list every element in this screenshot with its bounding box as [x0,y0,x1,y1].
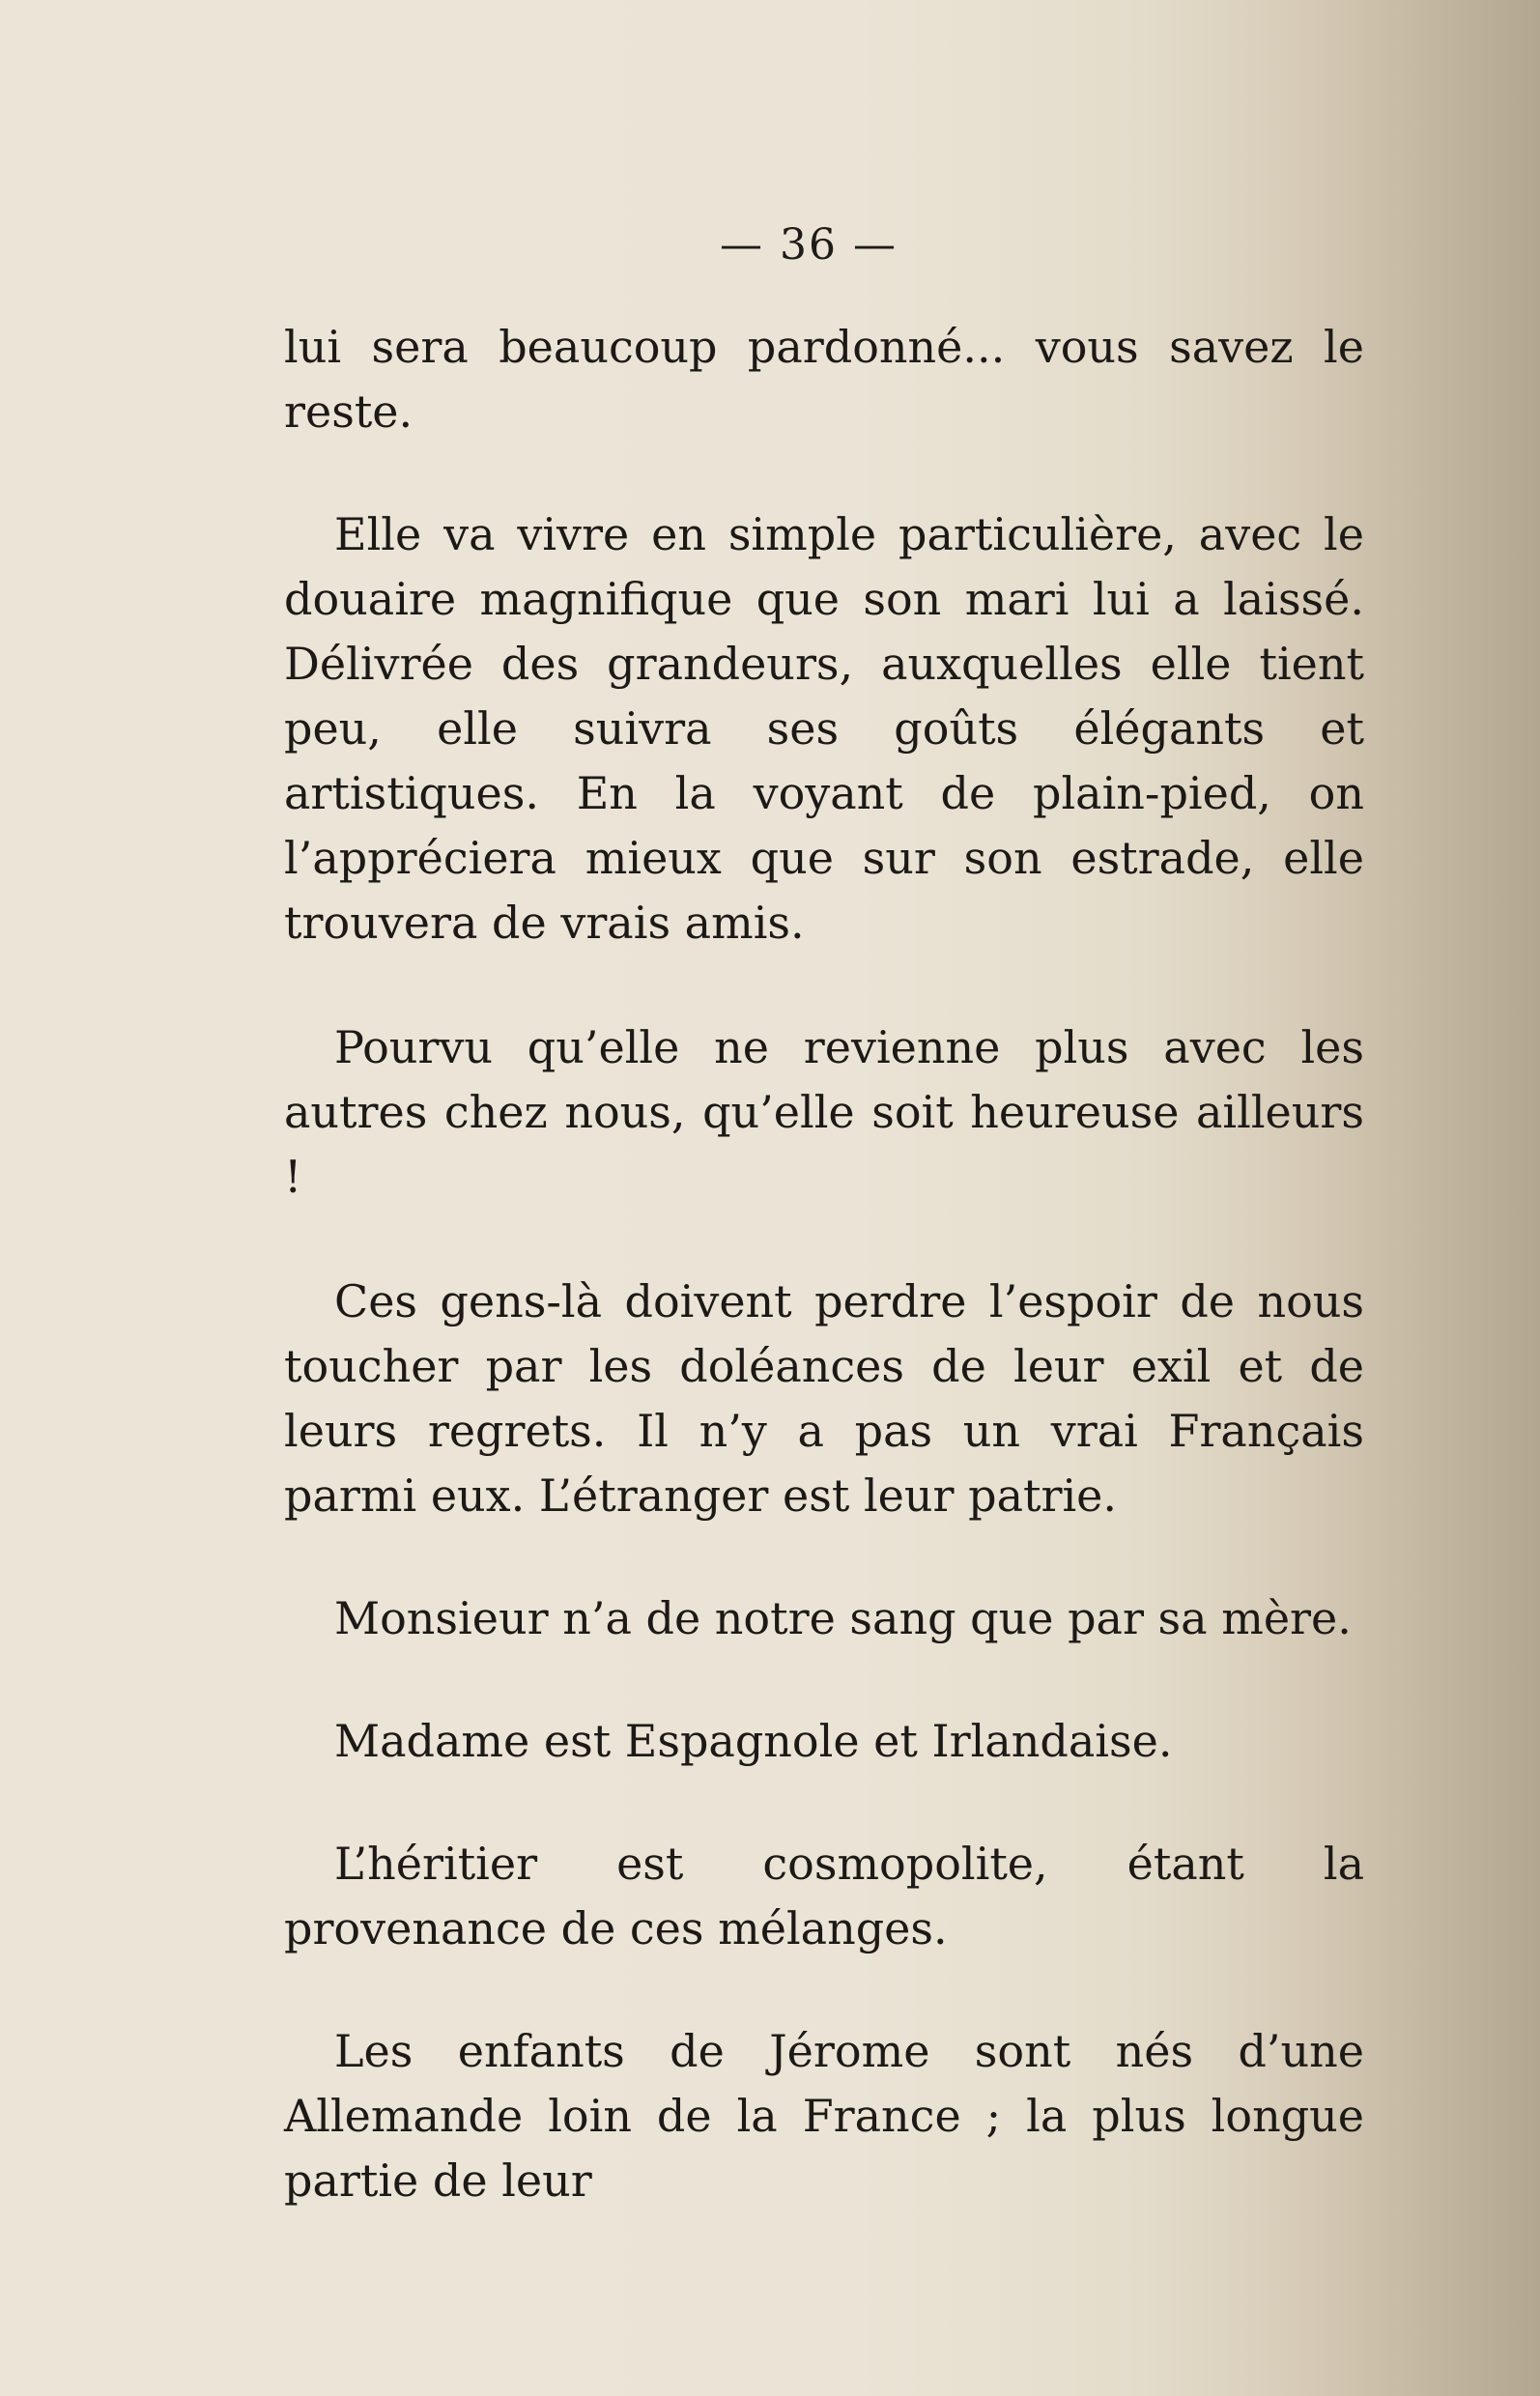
paragraph-5: Monsieur n’a de notre sang que par sa mère. [334,1592,1352,1644]
paragraph-8: Les enfants de Jérome sont nés d’une Allemande loin de la France ; la plus longue partie de leur [284,2025,1364,2207]
paragraph-7: L’héritier est cosmopolite, étant la provenance de ces mélanges. [284,1838,1364,1954]
page-number: — 36 — [720,220,898,270]
paragraph-3: Pourvu qu’elle ne revienne plus avec les autres chez nous, qu’elle soit heureuse ailleurs ! [284,1021,1364,1203]
paragraph-2: Elle va vivre en simple particulière, avec le douaire magnifique que son mari lui a laissé. Délivrée des grandeurs, auxquelles elle tient peu, elle suivra ses goûts élégants et artistiques. En la voyant de plain-pied, on l’appréciera mieux que sur son estrade, elle trouvera de vrais amis. [284,508,1364,949]
paragraph-1: lui sera beaucoup pardonné... vous savez le reste. [284,321,1364,438]
paragraph-6: Madame est Espagnole et Irlandaise. [334,1715,1173,1767]
body-text [284,315,1364,2213]
paragraph-4: Ces gens-là doivent perdre l’espoir de nous toucher par les doléances de leur exil et de leurs regrets. Il n’y a pas un vrai Français parmi eux. L’étranger est leur patrie. [284,1275,1364,1522]
